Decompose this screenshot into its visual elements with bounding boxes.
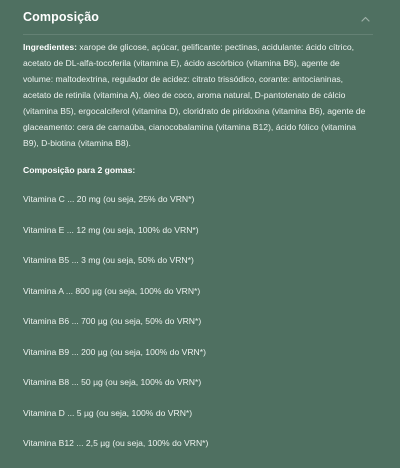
vitamin-item: Vitamina B6 ... 700 µg (ou seja, 50% do VRN*)	[23, 316, 202, 326]
vitamin-item: Vitamina B12 ... 2,5 µg (ou seja, 100% do VRN*)	[23, 438, 209, 448]
vitamin-item: Vitamina B8 ... 50 µg (ou seja, 100% do VRN*)	[23, 377, 202, 387]
vitamin-list	[23, 191, 370, 466]
vitamin-item: Vitamina C ... 20 mg (ou seja, 25% do VRN*)	[23, 194, 195, 204]
chevron-up-icon[interactable]	[361, 16, 370, 22]
vitamin-item: Vitamina D ... 5 µg (ou seja, 100% do VRN*)	[23, 407, 193, 418]
ingredients-text: xarope de glicose, açúcar, gelificante: pectinas, acidulante: ácido cítrico, acetato de DL-alfa-tocoferila (vitamina E), ácido ascórbico (vitamina B6), agente de volume: maltodextrina, regulador de acidez: citrato trissódico, corante: antocianinas, acetato de retinila (vitamina A), óleo de coco, aroma natural, D-pantotenato de cálcio (vitamina B5), ergocalciferol (vitamina D), cloridrato de piridoxina (vitamina B6), agente de glaceamento: cera de carnaúba, cianocobalamina (vitamina B12), ácido fólico (vitamina B9), D-biotina (vitamina B8).	[23, 42, 366, 148]
vitamin-item: Vitamina B5 ... 3 mg (ou seja, 50% do VRN*)	[23, 255, 194, 265]
vitamin-item: Vitamina A ... 800 µg (ou seja, 100% do VRN*)	[23, 285, 201, 296]
ingredients-paragraph	[23, 39, 370, 151]
accordion-content	[0, 35, 400, 466]
vitamin-item: Vitamina B9 ... 200 µg (ou seja, 100% do VRN*)	[23, 346, 206, 357]
section-title: Composição	[23, 10, 100, 24]
vitamin-item: Vitamina E ... 12 mg (ou seja, 100% do VRN*)	[23, 224, 199, 235]
accordion-header[interactable]	[0, 0, 400, 34]
ingredients-label: Ingredientes:	[23, 42, 77, 52]
composition-title: Composição para 2 gomas:	[23, 165, 136, 175]
